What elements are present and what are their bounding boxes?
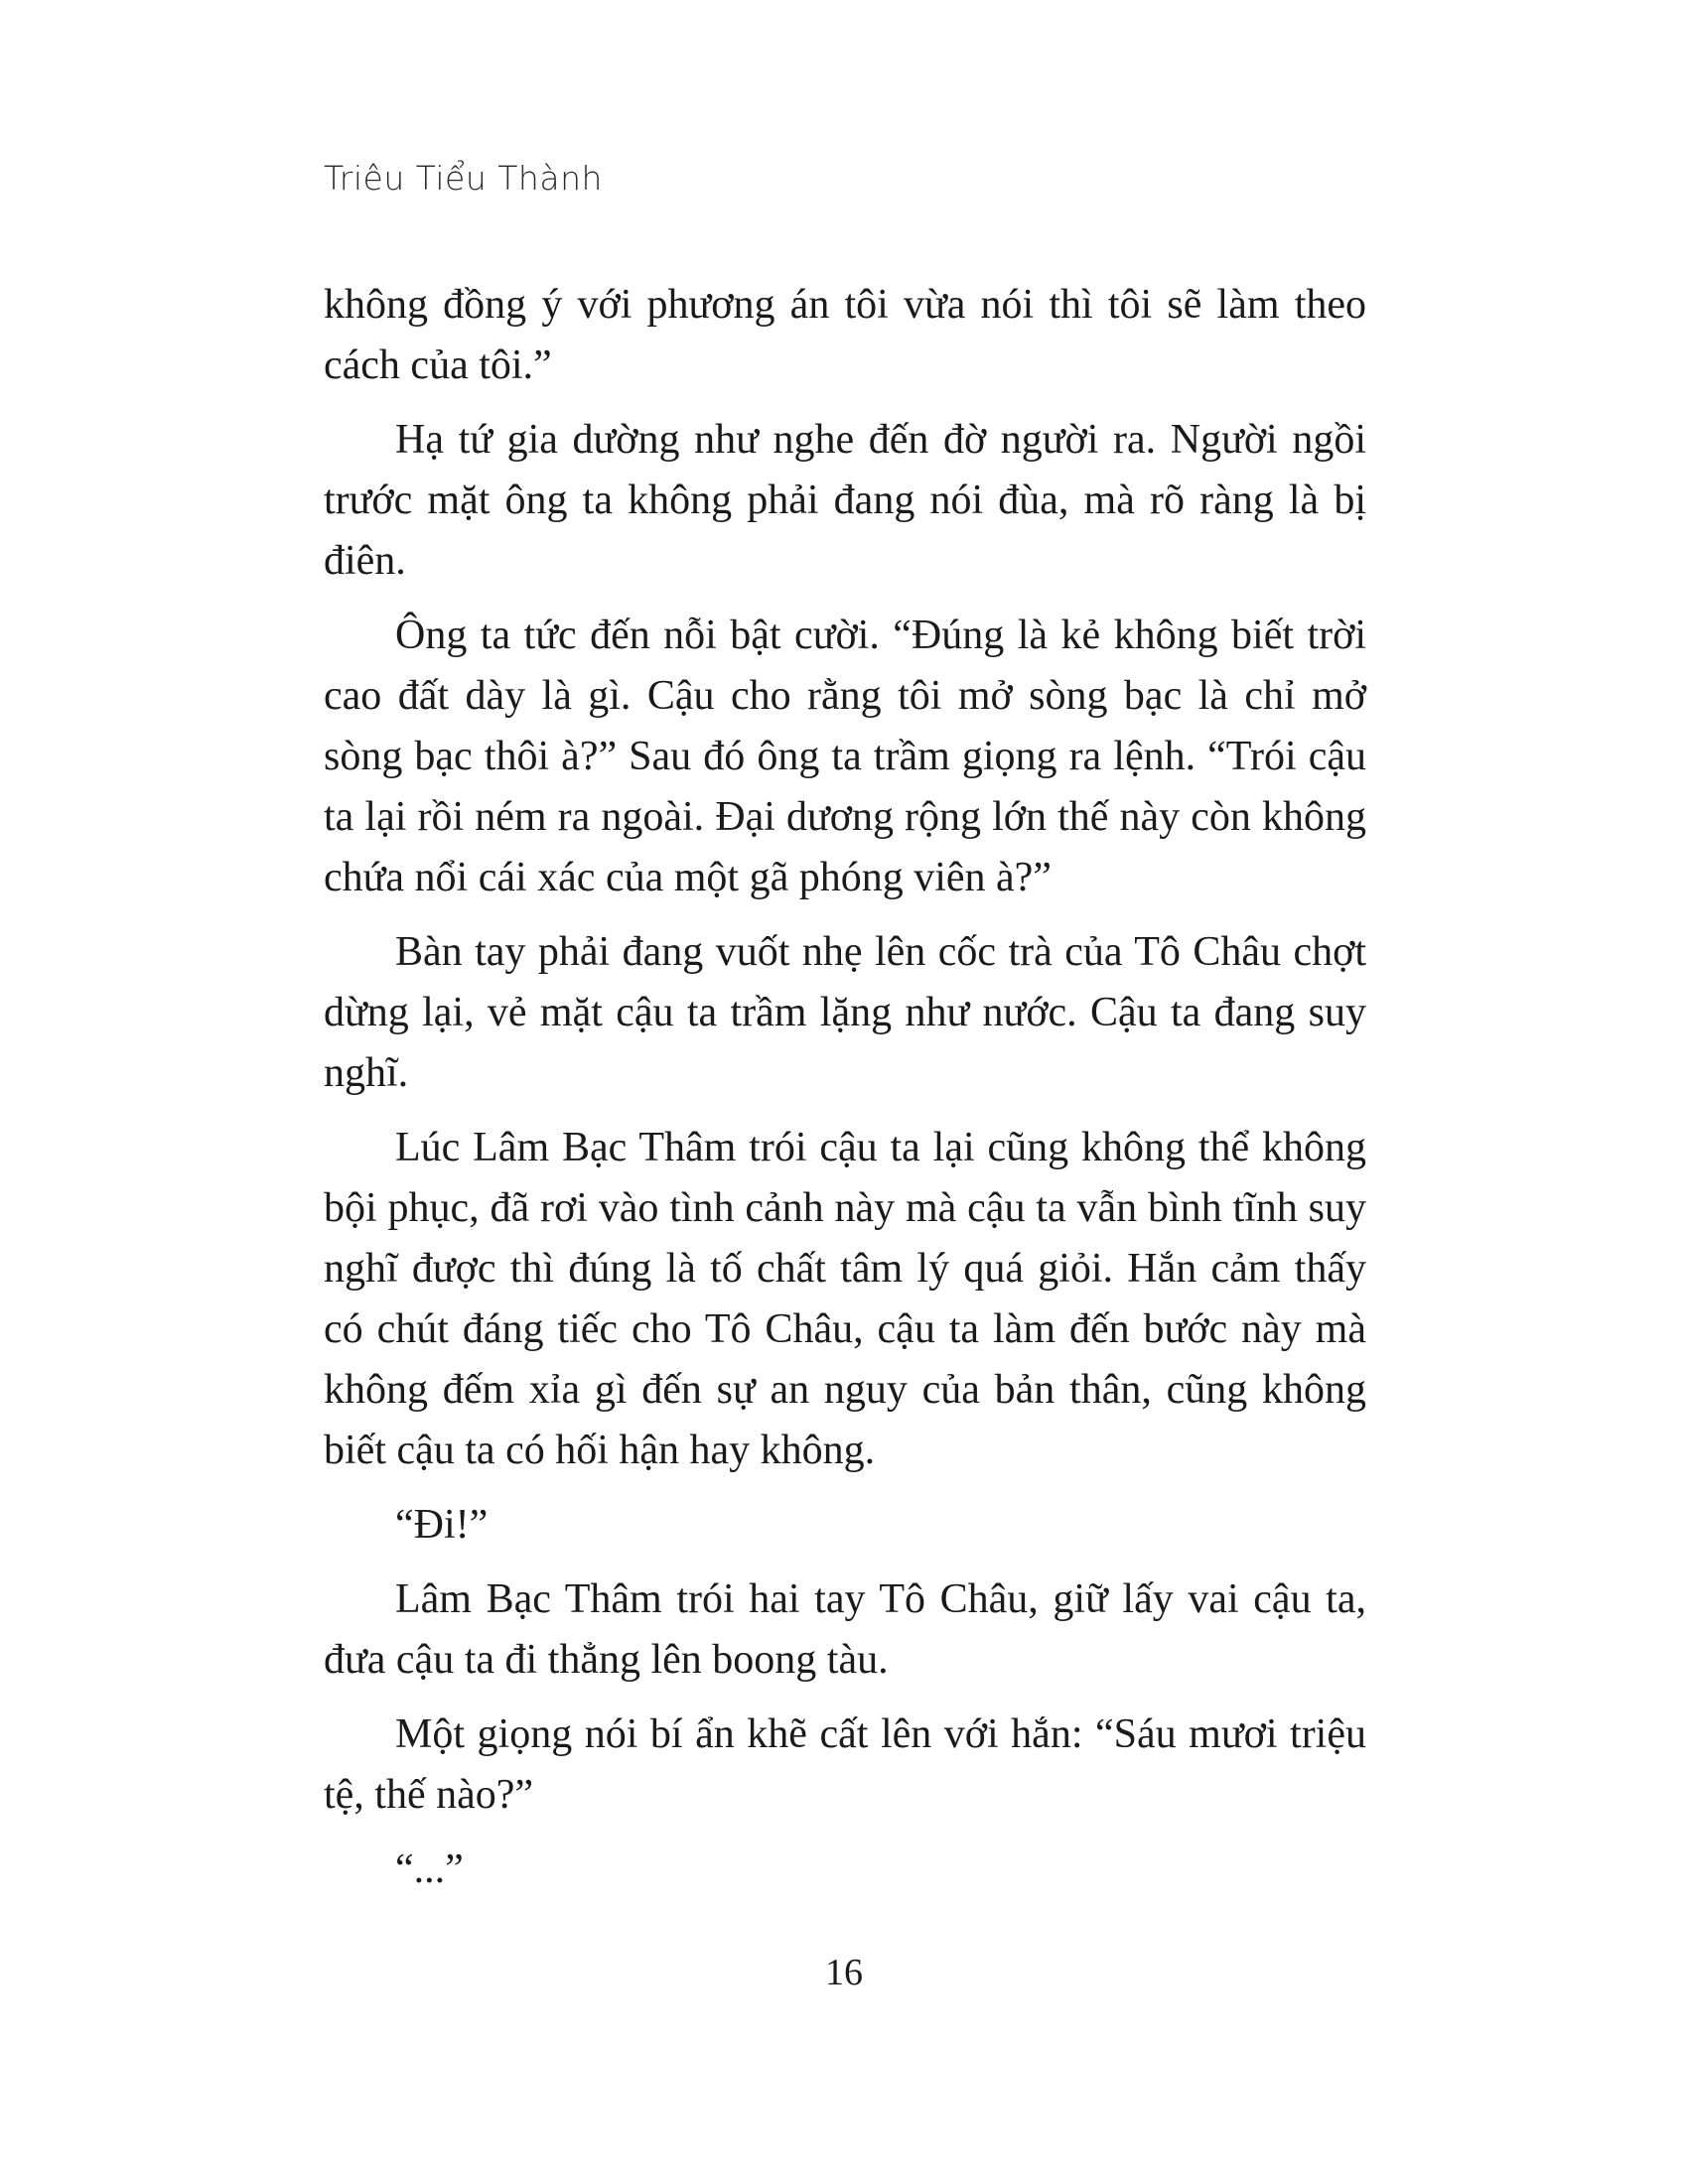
paragraph-8: Một giọng nói bí ẩn khẽ cất lên với hắn: “Sáu mươi triệu tệ, thế nào?” bbox=[324, 1711, 1366, 1818]
running-header-author: Triêu Tiểu Thành bbox=[324, 159, 603, 198]
page-number: 16 bbox=[825, 1952, 863, 1993]
paragraph-3: Ông ta tức đến nỗi bật cười. “Đúng là kẻ không biết trời cao đất dày là gì. Cậu cho rằng tôi mở sòng bạc là chỉ mở sòng bạc thôi à?” Sau đó ông ta trầm giọng ra lệnh. “Trói cậu ta lại rồi ném ra ngoài. Đại dương rộng lớn thế này còn không chứa nổi cái xác của một gã phóng viên à?” bbox=[324, 613, 1366, 900]
paragraph-2: Hạ tứ gia dường như nghe đến đờ người ra. Người ngồi trước mặt ông ta không phải đang nói đùa, mà rõ ràng là bị điên. bbox=[324, 417, 1366, 584]
paragraph-6: “Đi!” bbox=[395, 1502, 489, 1548]
body-text bbox=[324, 275, 1366, 1914]
paragraph-1: không đồng ý với phương án tôi vừa nói thì tôi sẽ làm theo cách của tôi.” bbox=[324, 282, 1366, 388]
paragraph-7: Lâm Bạc Thâm trói hai tay Tô Châu, giữ lấy vai cậu ta, đưa cậu ta đi thẳng lên boong tàu. bbox=[324, 1576, 1366, 1683]
paragraph-5: Lúc Lâm Bạc Thâm trói cậu ta lại cũng không thể không bội phục, đã rơi vào tình cảnh này mà cậu ta vẫn bình tĩnh suy nghĩ được thì đúng là tố chất tâm lý quá giỏi. Hắn cảm thấy có chút đáng tiếc cho Tô Châu, cậu ta làm đến bước này mà không đếm xỉa gì đến sự an nguy của bản thân, cũng không biết cậu ta có hối hận hay không. bbox=[324, 1125, 1366, 1473]
paragraph-9: “...” bbox=[395, 1846, 464, 1892]
paragraph-4: Bàn tay phải đang vuốt nhẹ lên cốc trà của Tô Châu chợt dừng lại, vẻ mặt cậu ta trầm lặng như nước. Cậu ta đang suy nghĩ. bbox=[324, 929, 1366, 1096]
